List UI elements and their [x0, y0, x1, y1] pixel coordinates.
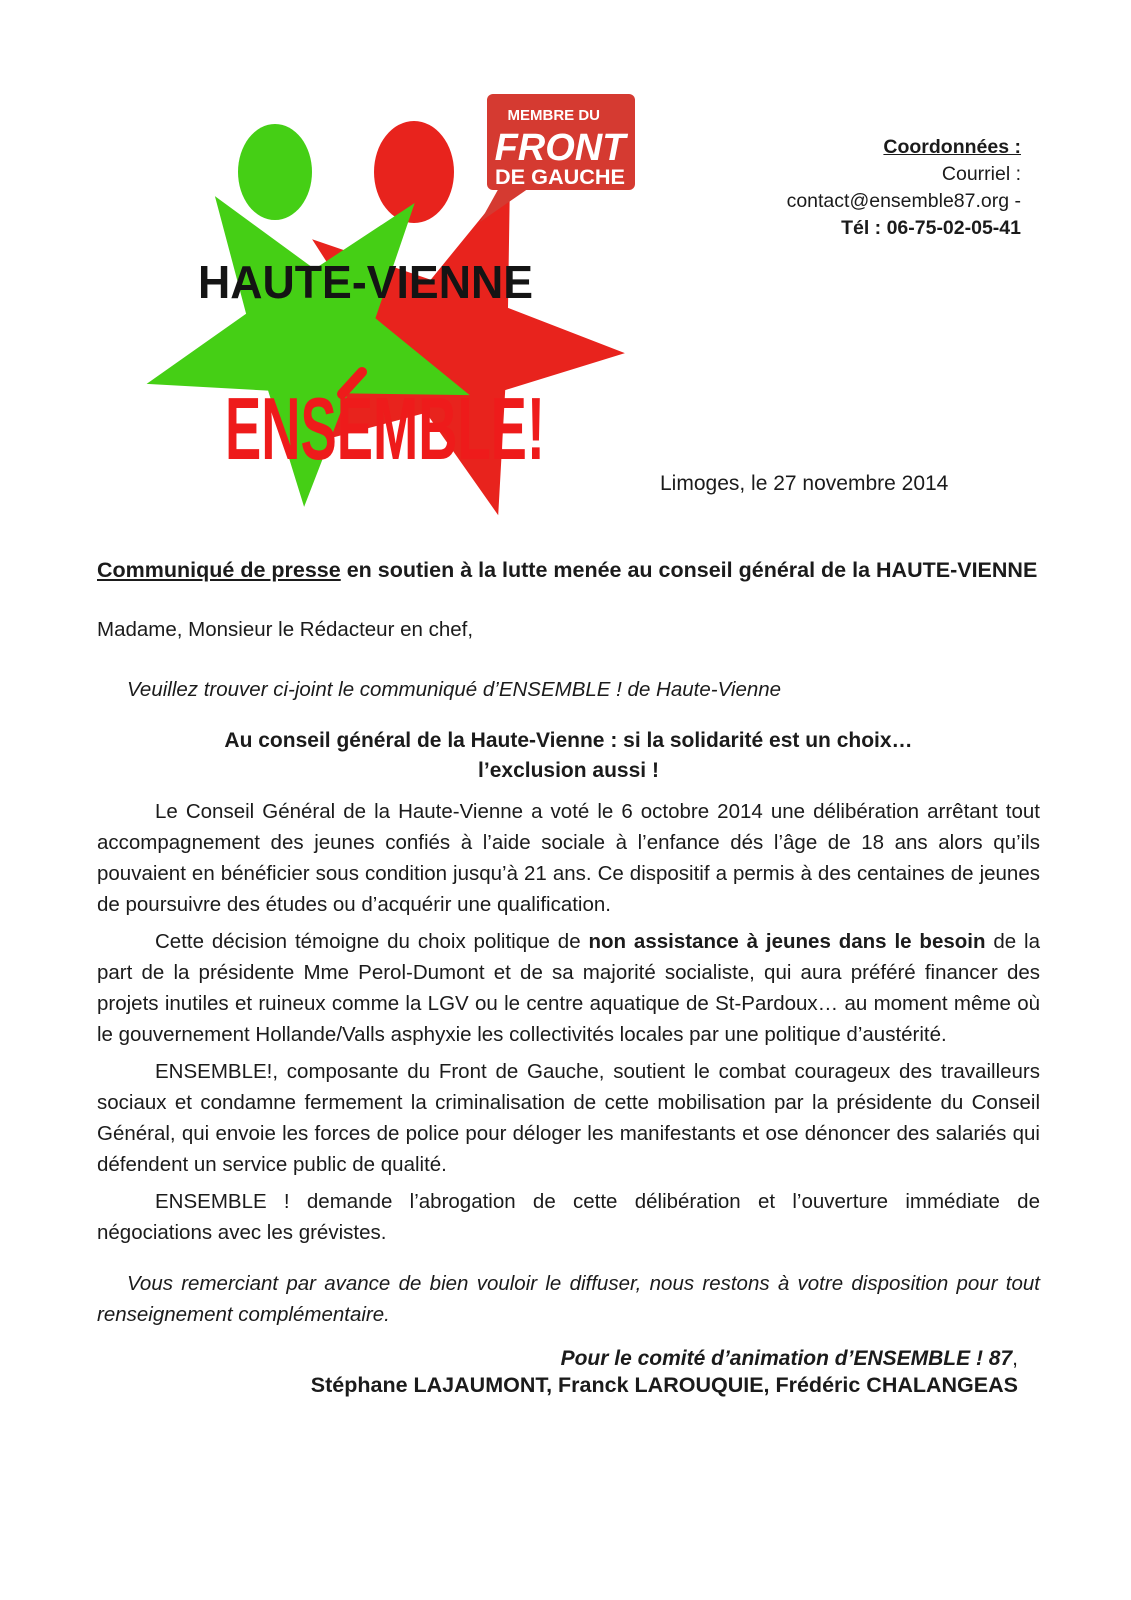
red-figure-head	[374, 121, 454, 223]
badge-de-gauche-label: DE GAUCHE	[495, 166, 625, 189]
paragraph-2-end: de la part de la présidente Mme Perol-Dumont et de sa majorité socialiste, qui aura préféré financer des projets inutiles et ruineux comme la LGV ou le centre aquatique de St-Pardoux… au moment même où le gouvernement Hollande/Valls asphyxie les collectivités locales par une politique d’austérité.	[97, 930, 1041, 1046]
badge-front-label: FRONT	[494, 127, 626, 169]
contact-block	[787, 134, 1021, 242]
paragraph-3: ENSEMBLE!, composante du Front de Gauche, soutient le combat courageux des travailleurs sociaux et condamne fermement la criminalisation de cette mobilisation par la présidente du Conseil Général, qui envoie les forces de police pour déloger les manifestants et ose dénoncer des salariés qui défendent un service public de qualité.	[97, 1060, 1040, 1176]
intro-italic-line: Veuillez trouver ci-joint le communiqué d’ENSEMBLE ! de Haute-Vienne	[127, 678, 782, 701]
signature-names: Stéphane LAJAUMONT, Franck LAROUQUIE, Frédéric CHALANGEAS	[310, 1373, 1018, 1397]
contact-phone: Tél : 06-75-02-05-41	[841, 217, 1021, 239]
front-de-gauche-badge	[487, 94, 635, 190]
signature-role	[97, 1346, 1018, 1371]
ensemble-logo-label: ENSEMBLE!	[225, 379, 545, 478]
salutation: Madame, Monsieur le Rédacteur en chef,	[97, 618, 474, 641]
paragraph-2	[97, 926, 1040, 1050]
contact-email: contact@ensemble87.org -	[786, 190, 1021, 212]
badge-membre-du-label: MEMBRE DU	[507, 107, 600, 124]
paragraph-1: Le Conseil Général de la Haute-Vienne a voté le 6 octobre 2014 une délibération arrêtant tout accompagnement des jeunes confiés à l’aide sociale à l’enfance dés l’âge de 18 ans alors qu’ils pouvaient en bénéficier sous condition jusqu’à 21 ans. Ce dispositif a permis à des centaines de jeunes de poursuivre des études ou d’acquérir une qualification.	[97, 800, 1040, 916]
signature-role-text: Pour le comité d’animation d’ENSEMBLE ! 87	[560, 1347, 1013, 1370]
headline-line-1: Au conseil général de la Haute-Vienne : si la solidarité est un choix…	[224, 729, 913, 752]
subject-lead: Communiqué de presse	[97, 558, 341, 582]
ensemble-logo	[130, 82, 790, 522]
subject-line	[97, 556, 1040, 584]
signature-block	[97, 1346, 1040, 1400]
paragraph-2-start: Cette décision témoigne du choix politique de	[155, 930, 589, 953]
contact-courriel-label: Courriel :	[941, 163, 1021, 185]
headline-line-2: l’exclusion aussi !	[478, 759, 659, 782]
contact-title: Coordonnées :	[883, 136, 1021, 158]
date-line: Limoges, le 27 novembre 2014	[660, 472, 949, 495]
letter-body	[97, 556, 1040, 1400]
paragraph-2-bold: non assistance à jeunes dans le besoin	[588, 930, 986, 953]
paragraph-4: ENSEMBLE ! demande l’abrogation de cette délibération et l’ouverture immédiate de négociations avec les grévistes.	[97, 1190, 1040, 1244]
signature-role-comma: ,	[1012, 1347, 1018, 1370]
haute-vienne-label: HAUTE-VIENNE	[198, 256, 533, 308]
subject-rest: en soutien à la lutte menée au conseil général de la HAUTE-VIENNE	[340, 558, 1038, 582]
communique-headline	[97, 726, 1040, 786]
closing-italic-line: Vous remerciant par avance de bien vouloir le diffuser, nous restons à votre disposition pour tout renseignement complémentaire.	[97, 1272, 1040, 1326]
green-figure-head	[238, 124, 312, 220]
